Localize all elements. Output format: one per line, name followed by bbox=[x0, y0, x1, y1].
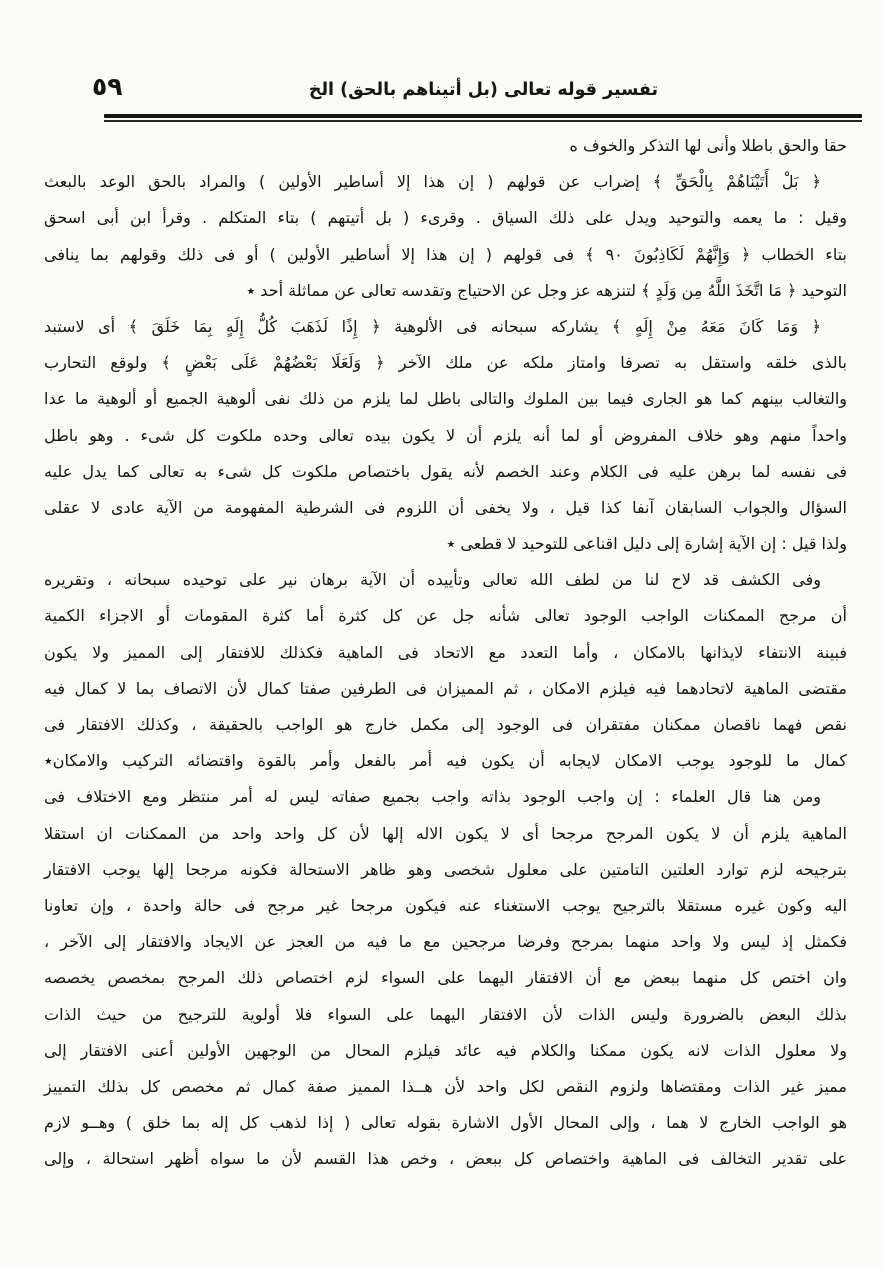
running-header-title: تفسير قوله تعالى (بل أتيناهم بالحق) الخ bbox=[308, 80, 659, 100]
text-line: نقص فهما ناقصان ممكنان مفتقران فى الوجود إلى مكمل خارج هو الواجب بالحقيقة ، وكذلك الافتقار فى bbox=[44, 715, 847, 734]
text-line: ولا معلول الذات لانه يكون ممكنا والكلام فيه عائد فيلزم المحال من الوجهين الأولين أعنى الافتقار إلى bbox=[44, 1040, 847, 1060]
text-line: واحداً منهم وهو خلاف المفروض أو لما أنه يلزم أن لا يكون بيده تعالى وحده ملكوت كل شىء . وهو باطل bbox=[44, 425, 847, 445]
text-line: والتغالب بينهم كما هو الجارى فيما بين الملوك والتالى باطل لما يلزم من ذلك نفى ألوهية الجميع أو ألوهية ما عدا bbox=[44, 389, 847, 409]
text-line: فكمثل إذ ليس ولا واحد منهما بمرجح وفرضا مرجحين مع ما فيه من العجز عن الايجاد والافتقار إلى الآخر ، bbox=[44, 932, 847, 952]
text-line: وقيل : ما يعمه والتوحيد ويدل على ذلك السياق . وقرىء ( بل أتيتهم ) بتاء المتكلم . وقرأ ابن أبى اسحق bbox=[44, 208, 847, 228]
text-line: مميز غير الذات ومقتضاها ولزوم النقص لكل واحد لأن هــذا المميز صفة كمال ثم مخصص كل بذلك التمييز bbox=[44, 1076, 847, 1096]
text-line: ولذا قيل : إن الآية إشارة إلى دليل اقناعى للتوحيد لا قطعى ٭ bbox=[446, 534, 847, 554]
text-line: فبينة الانتفاء لايذانها بالامكان ، وأما التعدد مع الاتحاد فى الماهية فكذلك للافتقار إلى المميز ولا يكون bbox=[44, 642, 847, 662]
text-line: ومن هنا قال العلماء : إن واجب الوجود بذاته واجب بجميع صفاته ليس له أمر منتظر ومع الاختلاف فى bbox=[44, 787, 821, 807]
header-divider-thin-line bbox=[104, 120, 862, 122]
text-line: وفى الكشف قد لاح لنا من لطف الله تعالى وتأييده أن الآية برهان نير على توحيده سبحانه ، وتقريره bbox=[44, 570, 821, 590]
text-line: بذلك البعض بالضرورة وليس الذات لأن الافتقار اليهما على السواء فلا أولوية للترجيح من حيث الذات bbox=[44, 1004, 847, 1024]
text-block bbox=[44, 128, 847, 1177]
text-line: اليه وكون غيره مستقلا بالترجيح يوجب الاستغناء عنه فيكون مرجحا غير مرجح فى حالة واحدة ، وإن تعاونا bbox=[44, 895, 847, 915]
text-line: السؤال والجواب السابقان آنفا كذا قيل ، ولا يخفى أن اللزوم فى الشرطية المفهومة من الآية عادى لا عقلى bbox=[44, 497, 847, 517]
text-line: بتاء الخطاب ﴿ وَإِنَّهُمْ لَكَاذِبُونَ ٩٠ ﴾ فى قولهم ( إن هذا إلا أساطير الأولين ) أو فى ذلك وقولهم بما ينافى bbox=[44, 244, 847, 264]
text-line: على تقدير التخالف فى الماهية واختصاص كل ببعض ، وخص هذا القسم لأن ما سواه أظهر استحالة ، وإلى bbox=[44, 1149, 847, 1169]
text-line: فى نفسه لما برهن عليه فى الكلام وعند الخصم لأنه يقول باختصاص ملكوت كل شىء به تعالى كما يدل عليه bbox=[44, 461, 847, 481]
text-line: وان اختص كل منهما ببعض مع أن الافتقار اليهما على السواء لزم اختصاص ذلك المرجح بمخصص يخصصه bbox=[44, 968, 847, 988]
text-line: مقتضى الماهية لاتحادهما فيه فيلزم الامكان ، ثم المميزان فى الطرفين صفتا كمال لأن الاتصاف بما لا كمال فيه bbox=[44, 678, 847, 698]
page-number: ٥٩ bbox=[92, 72, 123, 101]
text-line: أن مرجح الممكنات الواجب الوجود تعالى شأنه جل عن كل كثرة أما كثرة المقومات أو الاجزاء الكمية bbox=[44, 606, 847, 626]
text-line: التوحيد ﴿ مَا اتَّخَذَ اللَّهُ مِن وَلَدٍ ﴾ لتنزهه عز وجل عن الاحتياج وتقدسه تعالى عن مماثلة أحد ٭ bbox=[246, 280, 847, 300]
text-line: ﴿ بَلْ أَتَيْنَاهُمْ بِالْحَقِّ ﴾ إضراب عن قولهم ( إن هذا إلا أساطير الأولين ) والمراد بالحق الوعد بالبعث bbox=[44, 172, 821, 192]
text-line: ﴿ وَمَا كَانَ مَعَهُ مِنْ إِلَهٍ ﴾ يشاركه سبحانه فى الألوهية ﴿ إِذًا لَذَهَبَ كُلُّ إِلَهٍ بِمَا خَلَقَ ﴾ أى لاستبد bbox=[44, 316, 821, 336]
text-line: كمال ما للوجود يوجب الامكان لايجابه أن يكون فيه أمر بالفعل وأمر بالقوة واقتضائه التركيب والامكان٭ bbox=[44, 751, 847, 771]
text-line: بترجيحه لزم توارد العلتين التامتين على معلول شخصى وهو ظاهر الاستحالة فكونه مرجحا إلها يوجب الافتقار bbox=[44, 859, 847, 879]
text-line: حقا والحق باطلا وأنى لها التذكر والخوف ه bbox=[569, 136, 847, 155]
header-divider bbox=[104, 114, 862, 122]
header-divider-thick-line bbox=[104, 114, 862, 118]
text-line: هو الواجب الخارج لا هما ، وإلى المحال الأول الاشارة بقوله تعالى ( إذا لذهب كل إله بما خلق ) وهــو لازم bbox=[44, 1113, 847, 1133]
text-line: الماهية يلزم أن لا يكون المرجح مرجحا أى لا يكون الاله إلها لأن كل واحد واحد من الممكنات ان استقلا bbox=[44, 823, 847, 843]
text-line: بالذى خلقه واستقل به تصرفا وامتاز ملكه عن ملك الآخر ﴿ وَلَعَلَا بَعْضُهُمْ عَلَى بَعْضٍ ﴾ ولوقع التحارب bbox=[44, 353, 847, 373]
